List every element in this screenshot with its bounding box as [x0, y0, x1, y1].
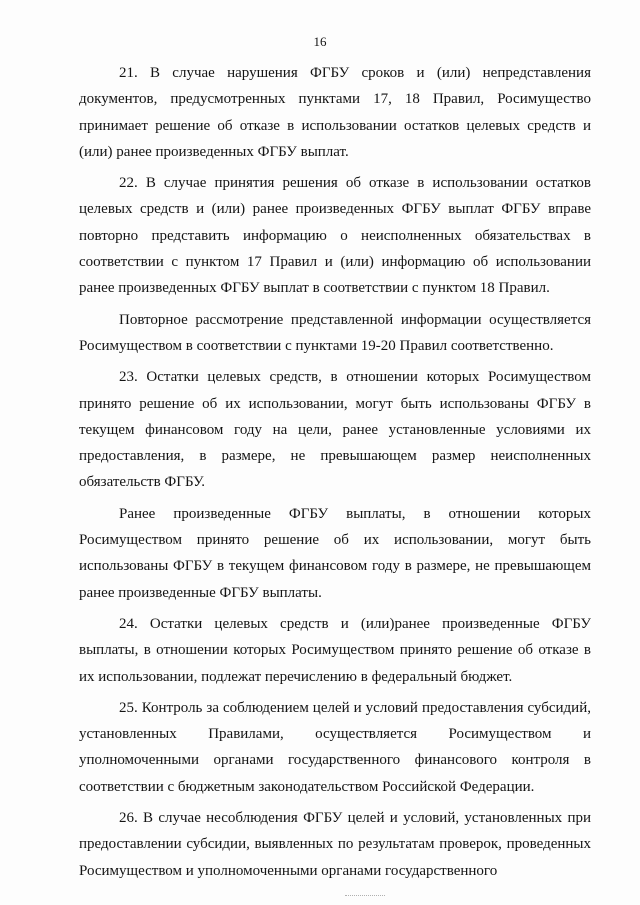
paragraph-25: 25. Контроль за соблюдением целей и условий предоставления субсидий, установленных Правилами, осуществляется Росимуществом и уполномоченными органами государственного финансового контроля в соответствии с бюджетным законодательством Российской Федерации. [79, 699, 591, 795]
paragraph-26: 26. В случае несоблюдения ФГБУ целей и условий, установленных при предоставлении субсидии, выявленных по результатам проверок, проведенных Росимуществом и уполномоченными органами государственного [79, 810, 591, 879]
paragraph-22-repeat-review: Повторное рассмотрение представленной информации осуществляется Росимуществом в соответствии с пунктами 19-20 Правил соответственно. [79, 311, 591, 354]
paragraph-24: 24. Остатки целевых средств и (или)ранее произведенные ФГБУ выплаты, в отношении которых Росимуществом принято решение об отказе в их использовании, подлежат перечислению в федеральный бюджет. [79, 615, 591, 685]
paragraph-23-prior-payments: Ранее произведенные ФГБУ выплаты, в отношении которых Росимуществом принято решение об их использовании, могут быть использованы ФГБУ в текущем финансовом году в размере, не превышающем ранее произведенные ФГБУ выплаты. [79, 505, 591, 601]
paragraph-21: 21. В случае нарушения ФГБУ сроков и (или) непредставления документов, предусмотренных пунктами 17, 18 Правил, Росимущество принимает решение об отказе в использовании остатков целевых средств и (или) ранее произведенных ФГБУ выплат. [79, 65, 591, 160]
paragraph-23: 23. Остатки целевых средств, в отношении которых Росимуществом принято решение об их использовании, могут быть использованы ФГБУ в текущем финансовом году на цели, ранее установленные условиями их предоставления, в размере, не превышающем размер неисполненных обязательств ФГБУ. [79, 369, 591, 491]
page-number: 16 [313, 34, 327, 49]
document-body [79, 60, 591, 889]
scan-artifact [345, 895, 385, 896]
paragraph-22: 22. В случае принятия решения об отказе в использовании остатков целевых средств и (или) ранее произведенных ФГБУ выплат ФГБУ вправе повторно представить информацию о неисполненных обязательствах в соответствии с пунктом 17 Правил и (или) информацию об использовании ранее произведенных ФГБУ выплат в соответствии с пунктом 18 Правил. [79, 175, 591, 297]
